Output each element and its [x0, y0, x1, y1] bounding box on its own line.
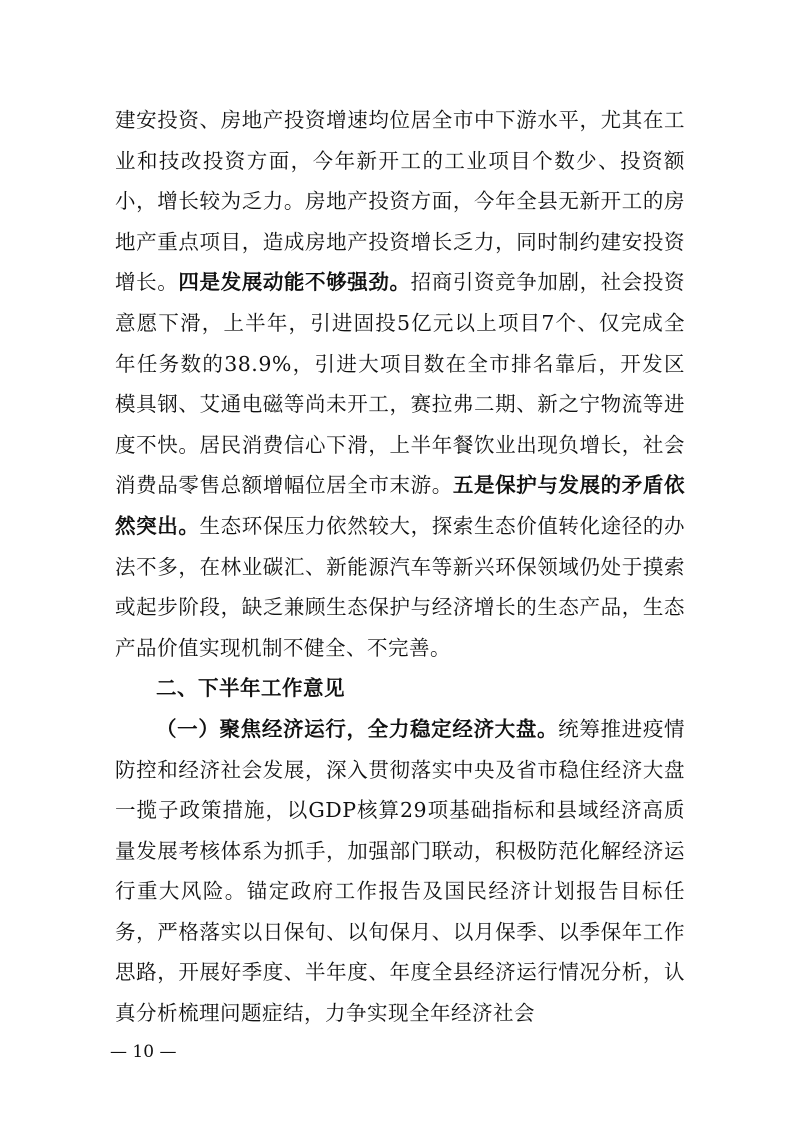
document-body	[115, 100, 685, 1034]
paragraph-continued	[115, 100, 685, 668]
paragraph-text: 生态环保压力依然较大，探索生态价值转化途径的办法不多，在林业碳汇、新能源汽车等新兴环保领域仍处于摸索或起步阶段，缺乏兼顾生态保护与经济增长的生态产品，生态产品价值实现机制不健全、不完善。	[115, 513, 686, 660]
paragraph-economy	[115, 709, 685, 1034]
subsection-heading: （一）聚焦经济运行，全力稳定经济大盘。	[156, 716, 559, 741]
bold-phrase-four: 四是发展动能不够强劲。	[178, 270, 411, 295]
paragraph-text: 建安投资、房地产投资增速均位居全市中下游水平，尤其在工业和技改投资方面，今年新开工的工业项目个数少、投资额小，增长较为乏力。房地产投资方面，今年全县无新开工的房地产重点项目，造成房地产投资增长乏力，同时制约建安投资增长。	[115, 108, 685, 295]
page-number: — 10 —	[110, 1042, 177, 1062]
section-heading: 二、下半年工作意见	[156, 676, 345, 701]
paragraph-text: 招商引资竞争加剧，社会投资意愿下滑，上半年，引进固投5亿元以上项目7个、仅完成全年任务数的38.9%，引进大项目数在全市排名靠后，开发区模具钢、艾通电磁等尚未开工，赛拉弗二期、新之宁物流等进度不快。居民消费信心下滑，上半年餐饮业出现负增长，社会消费品零售总额增幅位居全市末游。	[115, 270, 686, 498]
paragraph-text: 统筹推进疫情防控和经济社会发展，深入贯彻落实中央及省市稳住经济大盘一揽子政策措施，以GDP核算29项基础指标和县域经济高质量发展考核体系为抓手，加强部门联动，积极防范化解经济运行重大风险。锚定政府工作报告及国民经济计划报告目标任务，严格落实以日保旬、以旬保月、以月保季、以季保年工作思路，开展好季度、半年度、年度全县经济运行情况分析，认真分析梳理问题症结，力争实现全年经济社会	[115, 716, 686, 1026]
bold-phrase-five: 五是保护与发展的矛盾依然突出。	[115, 473, 686, 538]
